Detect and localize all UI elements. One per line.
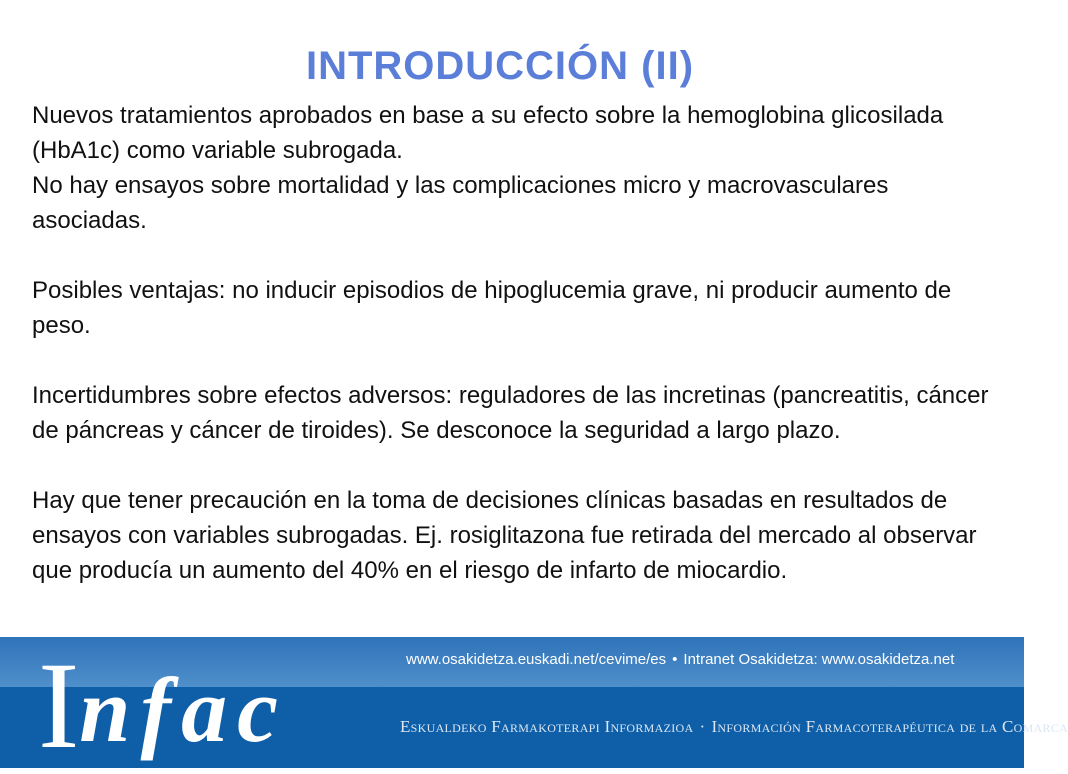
paragraph-2: No hay ensayos sobre mortalidad y las complicaciones micro y macrovasculares asociadas. [32,172,889,234]
slide-body [32,98,992,588]
footer-urls [406,651,1006,668]
paragraph-1: Nuevos tratamientos aprobados en base a su efecto sobre la hemoglobina glicosilada (HbA1c) como variable subrogada. [32,102,944,164]
paragraph-3: Posibles ventajas: no inducir episodios de hipoglucemia grave, ni producir aumento de peso. [32,277,952,339]
url-cevime-link[interactable]: www.osakidetza.euskadi.net/cevime/es [406,651,667,668]
footer-band [0,637,1068,774]
tagline-spanish: Información Farmacoterapéutica de la Comarca [711,717,1068,736]
footer-tagline [400,717,1068,737]
logo-initial: I [38,637,80,774]
paragraph-5: Hay que tener precaución en la toma de decisiones clínicas basadas en resultados de ensayos con variables subrogadas. Ej. rosiglitazona fue retirada del mercado al observar que producía un aumento del 40% en el riesgo de infarto de miocardio. [32,487,977,584]
infac-logo [38,637,288,774]
logo-text: nfac [79,659,288,761]
slide-title: INTRODUCCIÓN (II) [305,44,695,88]
tagline-basque: Eskualdeko Farmakoterapi Informazioa [400,717,694,736]
tagline-separator: · [699,717,706,736]
url-separator: • [672,651,678,668]
url-intranet-link[interactable]: Intranet Osakidetza: www.osakidetza.net [683,651,955,668]
paragraph-4: Incertidumbres sobre efectos adversos: reguladores de las incretinas (pancreatitis, cáncer de páncreas y cáncer de tiroides). Se desconoce la seguridad a largo plazo. [32,382,989,444]
